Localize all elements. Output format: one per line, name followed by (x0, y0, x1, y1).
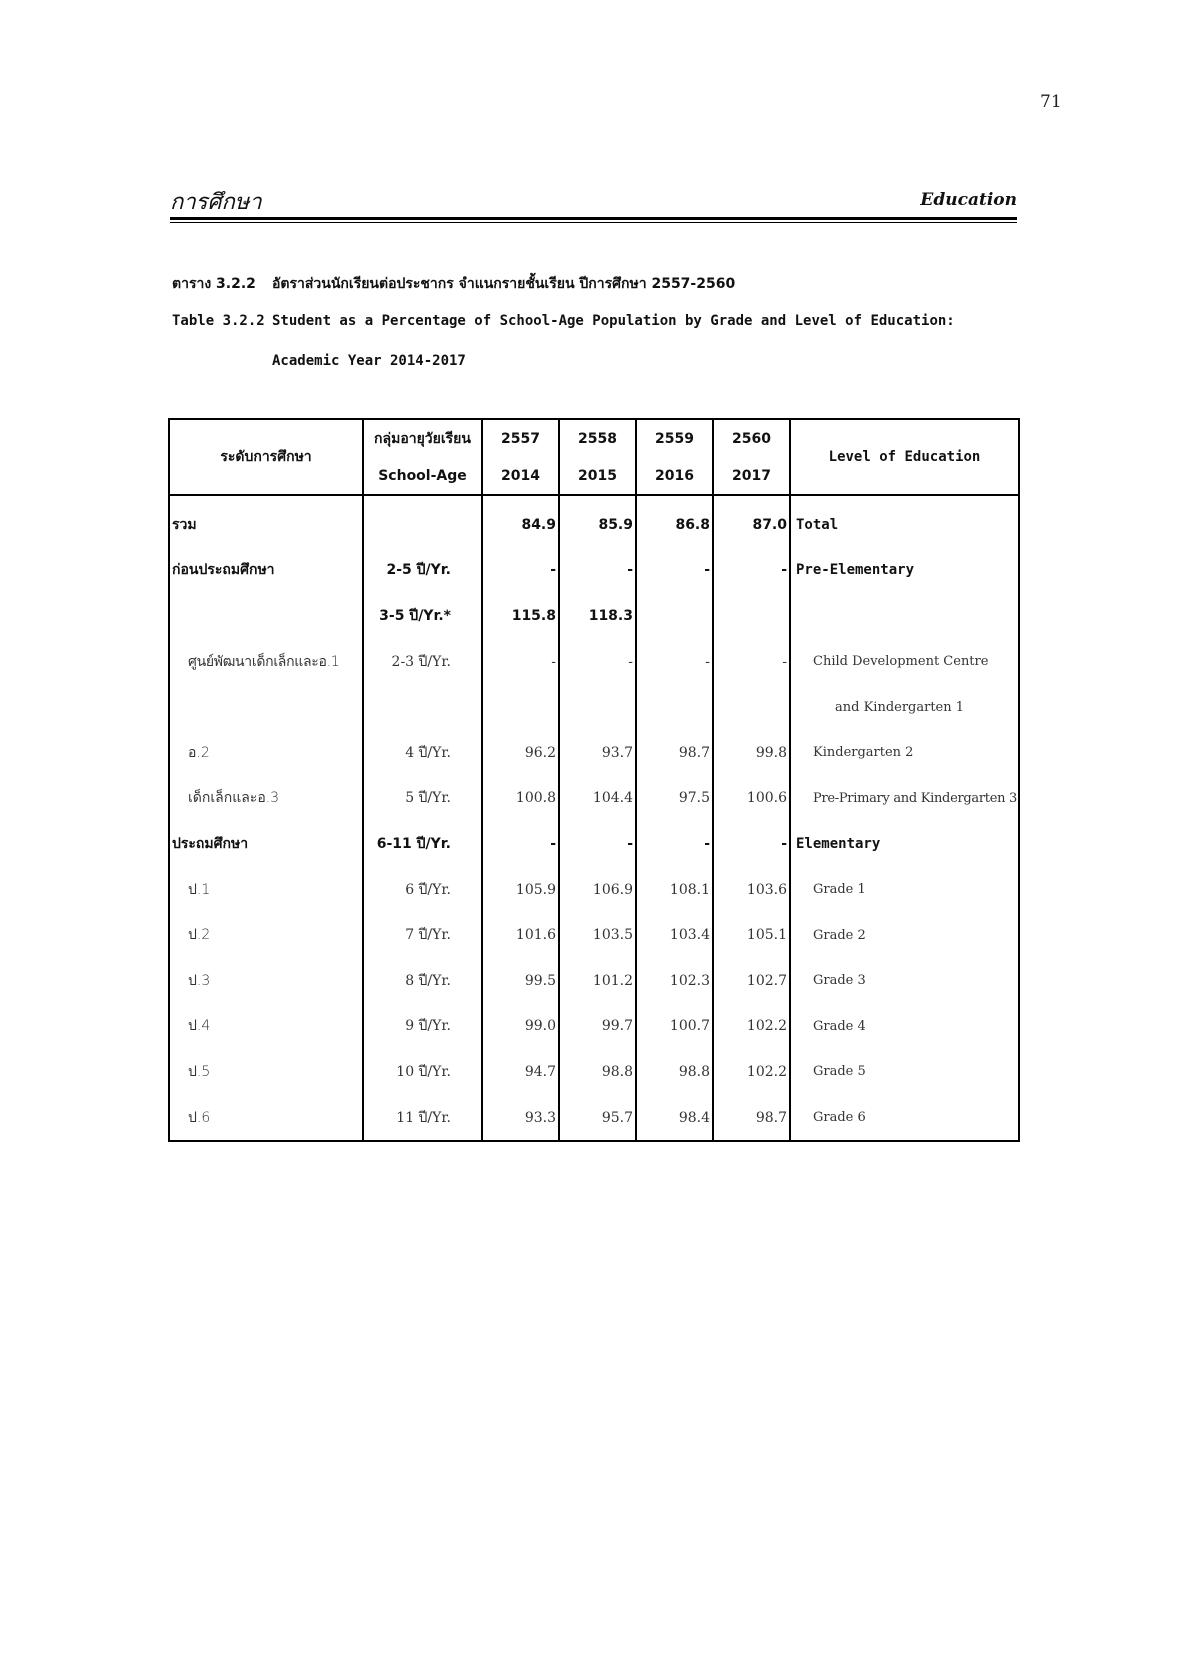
row-value: 100.6 (713, 776, 790, 822)
row-level-english: Total (790, 495, 1019, 548)
table-body (169, 495, 1019, 1141)
row-value: - (559, 639, 636, 685)
row-age-group: 8 ปี/Yr. (363, 958, 482, 1004)
row-value: 99.5 (482, 958, 559, 1004)
row-value: - (636, 821, 713, 867)
row-value: 105.9 (482, 867, 559, 913)
row-value: 101.6 (482, 912, 559, 958)
row-value: 86.8 (636, 495, 713, 548)
row-level-thai: ป.5 (169, 1049, 363, 1095)
row-value: 103.5 (559, 912, 636, 958)
row-level-english: Grade 2 (790, 912, 1019, 958)
row-level-thai: เด็กเล็กและอ.3 (169, 776, 363, 822)
row-level-english: Grade 5 (790, 1049, 1019, 1095)
row-value: - (482, 548, 559, 594)
table-row (169, 1049, 1019, 1095)
header-year-ce: 2014 (482, 458, 559, 495)
row-age-group: 3-5 ปี/Yr.* (363, 593, 482, 639)
row-value: 100.8 (482, 776, 559, 822)
row-value: 94.7 (482, 1049, 559, 1095)
row-value: - (636, 548, 713, 594)
caption-label-thai: ตาราง 3.2.2 (172, 276, 256, 292)
row-level-thai: รวม (169, 495, 363, 548)
header-age-thai: กลุ่มอายุวัยเรียน (363, 419, 482, 458)
row-age-group: 10 ปี/Yr. (363, 1049, 482, 1095)
row-age-group: 2-3 ปี/Yr. (363, 639, 482, 685)
table-row (169, 593, 1019, 639)
header-year-be: 2557 (482, 419, 559, 458)
header-rule-thick (170, 217, 1017, 220)
header-level-english: Level of Education (790, 419, 1019, 495)
row-level-thai (169, 684, 363, 730)
row-value: 93.7 (559, 730, 636, 776)
header-year-be: 2559 (636, 419, 713, 458)
table-row (169, 495, 1019, 548)
row-age-group: 7 ปี/Yr. (363, 912, 482, 958)
row-value: 98.4 (636, 1095, 713, 1142)
row-level-english: Grade 4 (790, 1004, 1019, 1050)
row-value (559, 684, 636, 730)
row-value: 101.2 (559, 958, 636, 1004)
row-value: 96.2 (482, 730, 559, 776)
row-value (713, 684, 790, 730)
row-value: - (482, 821, 559, 867)
header-year-be: 2558 (559, 419, 636, 458)
row-level-english: Pre-Primary and Kindergarten 3 (790, 776, 1019, 822)
row-value: - (482, 639, 559, 685)
table-row (169, 821, 1019, 867)
row-value: 102.2 (713, 1049, 790, 1095)
row-value: 118.3 (559, 593, 636, 639)
row-value: 103.6 (713, 867, 790, 913)
row-level-thai: ก่อนประถมศึกษา (169, 548, 363, 594)
row-age-group (363, 684, 482, 730)
header-year-ce: 2015 (559, 458, 636, 495)
row-value: - (559, 548, 636, 594)
row-value: 100.7 (636, 1004, 713, 1050)
header-year-ce: 2016 (636, 458, 713, 495)
table-row (169, 958, 1019, 1004)
row-value: 93.3 (482, 1095, 559, 1142)
row-level-thai: ป.6 (169, 1095, 363, 1142)
row-level-thai: ป.3 (169, 958, 363, 1004)
caption-title-thai: อัตราส่วนนักเรียนต่อประชากร จำแนกรายชั้นเรียน ปีการศึกษา 2557-2560 (272, 276, 736, 292)
table-caption-thai (172, 273, 735, 295)
table-row (169, 867, 1019, 913)
chapter-title-english: Education (920, 190, 1017, 210)
row-value: 104.4 (559, 776, 636, 822)
row-value: - (636, 639, 713, 685)
row-age-group (363, 495, 482, 548)
statistics-table (168, 418, 1020, 1142)
table-row (169, 776, 1019, 822)
row-level-english (790, 593, 1019, 639)
page-number: 71 (1040, 92, 1062, 112)
header-rule-thin (170, 222, 1017, 223)
row-level-english: Pre-Elementary (790, 548, 1019, 594)
row-value: 98.7 (636, 730, 713, 776)
row-value (636, 684, 713, 730)
row-value: 98.8 (636, 1049, 713, 1095)
row-level-english: Elementary (790, 821, 1019, 867)
row-value: 103.4 (636, 912, 713, 958)
table-row (169, 684, 1019, 730)
caption-title-english-line2: Academic Year 2014-2017 (272, 353, 466, 369)
row-value: 106.9 (559, 867, 636, 913)
row-value: 99.8 (713, 730, 790, 776)
chapter-title-thai: การศึกษา (170, 190, 262, 215)
row-age-group: 9 ปี/Yr. (363, 1004, 482, 1050)
row-value (482, 684, 559, 730)
row-level-thai: ป.2 (169, 912, 363, 958)
table-row (169, 912, 1019, 958)
row-value: 102.3 (636, 958, 713, 1004)
row-value: 85.9 (559, 495, 636, 548)
row-level-english: and Kindergarten 1 (790, 684, 1019, 730)
row-value: 97.5 (636, 776, 713, 822)
table-row (169, 639, 1019, 685)
row-age-group: 4 ปี/Yr. (363, 730, 482, 776)
row-value (713, 593, 790, 639)
row-value: 84.9 (482, 495, 559, 548)
table-row (169, 1095, 1019, 1142)
row-level-english: Grade 3 (790, 958, 1019, 1004)
row-level-english: Grade 6 (790, 1095, 1019, 1142)
row-value: - (713, 639, 790, 685)
row-value: 99.7 (559, 1004, 636, 1050)
row-value: 95.7 (559, 1095, 636, 1142)
table-row (169, 548, 1019, 594)
row-level-english: Child Development Centre (790, 639, 1019, 685)
row-age-group: 2-5 ปี/Yr. (363, 548, 482, 594)
row-level-english: Grade 1 (790, 867, 1019, 913)
table-row (169, 730, 1019, 776)
row-level-english: Kindergarten 2 (790, 730, 1019, 776)
row-value: 102.2 (713, 1004, 790, 1050)
row-level-thai: ป.1 (169, 867, 363, 913)
caption-title-english: Student as a Percentage of School-Age Population by Grade and Level of Education: (272, 313, 955, 329)
row-value: 87.0 (713, 495, 790, 548)
row-level-thai: ป.4 (169, 1004, 363, 1050)
row-age-group: 6-11 ปี/Yr. (363, 821, 482, 867)
row-value: - (713, 548, 790, 594)
table-row (169, 1004, 1019, 1050)
header-year-be: 2560 (713, 419, 790, 458)
table-header (169, 419, 1019, 495)
row-level-thai: ประถมศึกษา (169, 821, 363, 867)
row-value: 102.7 (713, 958, 790, 1004)
table-caption-english (172, 313, 955, 329)
row-value: - (559, 821, 636, 867)
row-value: - (713, 821, 790, 867)
row-age-group: 6 ปี/Yr. (363, 867, 482, 913)
row-value: 98.7 (713, 1095, 790, 1142)
row-value (636, 593, 713, 639)
row-level-thai: ศูนย์พัฒนาเด็กเล็กและอ.1 (169, 639, 363, 685)
row-value: 99.0 (482, 1004, 559, 1050)
header-age-english: School-Age (363, 458, 482, 495)
header-level-thai: ระดับการศึกษา (169, 419, 363, 495)
row-value: 108.1 (636, 867, 713, 913)
row-value: 115.8 (482, 593, 559, 639)
row-level-thai: อ.2 (169, 730, 363, 776)
row-age-group: 5 ปี/Yr. (363, 776, 482, 822)
caption-label-english: Table 3.2.2 (172, 313, 265, 329)
row-value: 105.1 (713, 912, 790, 958)
header-year-ce: 2017 (713, 458, 790, 495)
row-value: 98.8 (559, 1049, 636, 1095)
row-level-thai (169, 593, 363, 639)
row-age-group: 11 ปี/Yr. (363, 1095, 482, 1142)
